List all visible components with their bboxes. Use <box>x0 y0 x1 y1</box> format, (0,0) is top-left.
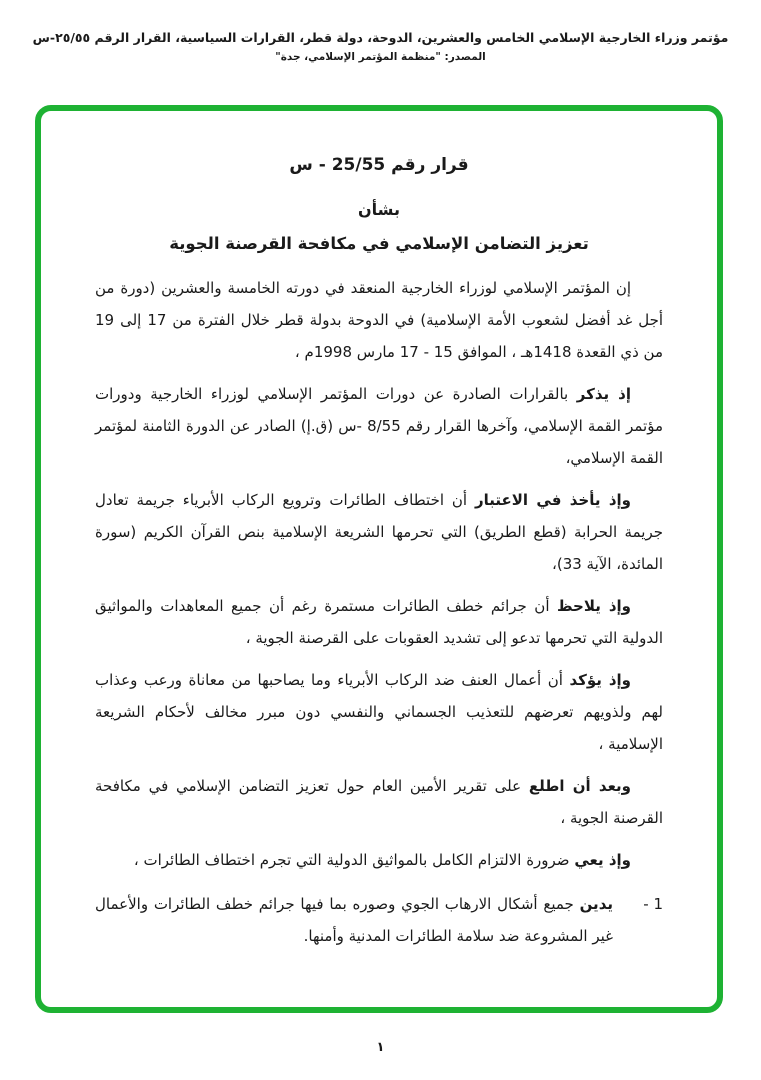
resolution-frame <box>35 105 723 1013</box>
condemns-operative-item <box>95 888 663 952</box>
document-header <box>0 30 761 63</box>
resolution-subject-title: تعزيز التضامن الإسلامي في مكافحة القرصنة الجوية <box>169 234 589 253</box>
paragraph-lead: وإذ يعي <box>574 851 631 869</box>
noting-paragraph <box>95 590 663 654</box>
item-body <box>95 888 613 952</box>
resolution-number-title: قرار رقم 25/55 - س <box>289 155 469 175</box>
resolution-body <box>95 272 663 952</box>
item-number: 1 - <box>643 895 663 913</box>
paragraph-text: أن اختطاف الطائرات وترويع الركاب الأبرياء جريمة تعادل جريمة الحرابة (قطع الطريق) التي تحرمها الشريعة الإسلامية بنص القرآن الكريم (سورة المائدة، الآية 33)، <box>95 491 663 573</box>
header-source-line: المصدر: "منظمة المؤتمر الإسلامي، جدة" <box>275 51 486 63</box>
paragraph-lead: إذ يذكر <box>576 385 631 403</box>
paragraph-lead: وإذ يلاحظ <box>556 597 631 615</box>
page-number: ١ <box>376 1040 385 1055</box>
having-reviewed-paragraph <box>95 770 663 834</box>
paragraph-text: على تقرير الأمين العام حول تعزيز التضامن الإسلامي في مكافحة القرصنة الجوية ، <box>95 777 663 827</box>
paragraph-text: أن أعمال العنف ضد الركاب الأبرياء وما يصاحبها من معاناة ورعب وعذاب لهم ولذويهم تعرضهم للتعذيب الجسماني والنفسي دون مبرر مخالف لأحكام الشريعة الإسلامية ، <box>95 671 663 753</box>
aware-paragraph <box>95 844 663 876</box>
item-lead: يدين <box>579 895 613 913</box>
paragraph-text: إن المؤتمر الإسلامي لوزراء الخارجية المنعقد في دورته الخامسة والعشرين (دورة من أجل غد أفضل لشعوب الأمة الإسلامية) في الدوحة بدولة قطر خلال الفترة من 17 إلى 19 من ذي القعدة 1418هـ ، الموافق 15 - 17 مارس 1998م ، <box>95 279 664 361</box>
recalling-paragraph <box>95 378 663 474</box>
item-text: جميع أشكال الارهاب الجوي وصوره بما فيها جرائم خطف الطائرات والأعمال غير المشروعة ضد سلامة الطائرات المدنية وأمنها. <box>95 895 613 945</box>
paragraph-lead: وإذ يأخذ في الاعتبار <box>474 491 631 509</box>
resolution-title-block <box>95 153 663 256</box>
considering-paragraph <box>95 484 663 580</box>
preamble-paragraph <box>95 272 663 368</box>
paragraph-text: بالقرارات الصادرة عن دورات المؤتمر الإسلامي لوزراء الخارجية ودورات مؤتمر القمة الإسلامي، وآخرها القرار رقم 8/55 -س (ق.إ) الصادر عن الدورة الثامنة لمؤتمر القمة الإسلامي، <box>95 385 663 467</box>
header-citation-line: مؤتمر وزراء الخارجية الإسلامي الخامس والعشرين، الدوحة، دولة قطر، القرارات السياسية، القرار الرقم ٢٥/٥٥-س <box>32 30 729 45</box>
paragraph-text: أن جرائم خطف الطائرات مستمرة رغم أن جميع المعاهدات والمواثيق الدولية التي تحرمها تدعو إلى تشديد العقوبات على القرصنة الجوية ، <box>95 597 663 647</box>
affirming-paragraph <box>95 664 663 760</box>
paragraph-text: ضرورة الالتزام الكامل بالمواثيق الدولية التي تجرم اختطاف الطائرات ، <box>133 851 575 869</box>
regarding-label: بشأن <box>358 200 400 219</box>
paragraph-lead: وبعد أن اطلع <box>528 777 631 795</box>
paragraph-lead: وإذ يؤكد <box>569 671 631 689</box>
